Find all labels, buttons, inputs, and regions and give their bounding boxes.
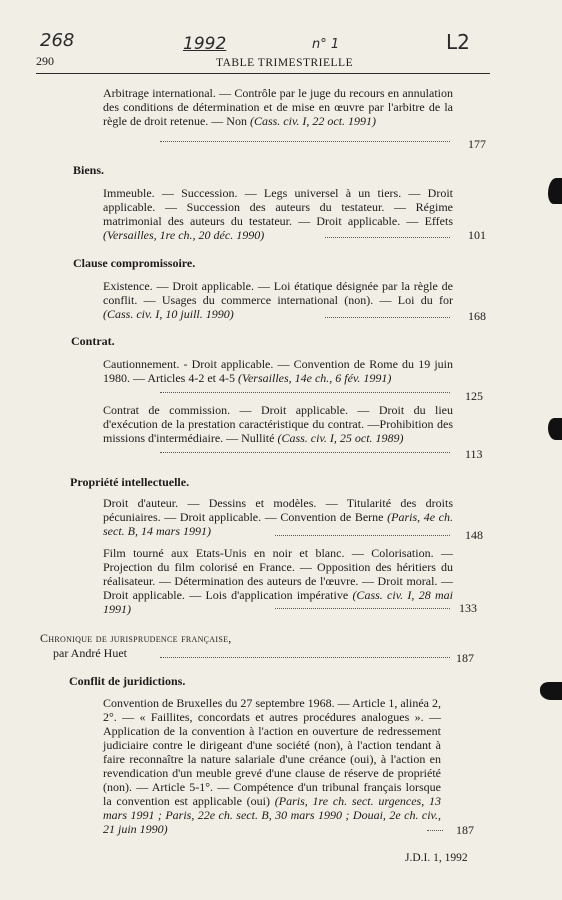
section-title: Conflit de juridictions.	[69, 674, 186, 688]
chronicle-author: par André Huet	[53, 646, 127, 660]
entry-reference: (Paris, 1re ch. sect. urgences, 13 mars 1991 ; Paris, 22e ch. sect. B, 30 mars 1990 ; Douai, 2e ch. civ., 21 juin 1990)	[103, 794, 441, 836]
entry-reference: (Cass. civ. I, 25 oct. 1989)	[277, 431, 404, 445]
entry-reference: (Cass. civ. I, 28 mai 1991)	[103, 588, 453, 616]
entry-reference: (Versailles, 14e ch., 6 fév. 1991)	[237, 371, 392, 385]
scan-blot	[540, 682, 562, 700]
entry-reference: (Cass. civ. I, 10 juill. 1990)	[103, 307, 234, 321]
index-entry	[103, 86, 453, 128]
dot-leader	[275, 525, 450, 536]
entry-text: Cautionnement. - Droit applicable. — Convention de Rome du 19 juin 1980. — Articles 4-2 et 4-5	[103, 357, 453, 385]
entry-page: 101	[468, 228, 486, 242]
section-title: Clause compromissoire.	[73, 256, 196, 270]
entry-text: Convention de Bruxelles du 27 septembre 1968. — Article 1, alinéa 2, 2°. — « Faillites, concordats et autres procédures analogues ». — Application de la convention à l'action en ouverture de redressement judiciaire contre le dirigeant d'une société (non), à l'action tendant à faire reconnaître la nature salariale d'une créance (oui), à l'action en revendication d'un meuble grevé d'une clause de réserve de propriété (non). — Article 5-1°. — Compétence d'un tribunal français lorsque la convention est applicable (oui)	[103, 696, 441, 808]
scan-blot	[548, 178, 562, 204]
entry-text: Droit d'auteur. — Dessins et modèles. — Titularité des droits pécuniaires. — Droit applicable. — Convention de Berne	[103, 496, 453, 524]
entry-page: 168	[468, 309, 486, 323]
entry-text: Immeuble. — Succession. — Legs universel à un tiers. — Droit applicable. — Succession des auteurs du testateur. — Régime matrimonial des auteurs du testateur. — Droit applicable. — Effets	[103, 186, 453, 228]
entry-text: Film tourné aux Etats-Unis en noir et blanc. — Colorisation. — Projection du film colorisé en France. — Opposition des héritiers du réalisateur. — Détermination des auteurs de l'œuvre. — Droit moral. — Droit applicable. — Lois d'application impérative	[103, 546, 453, 602]
dot-leader	[160, 131, 450, 142]
page-number: 290	[36, 54, 54, 68]
journal-reference: J.D.I. 1, 1992	[405, 852, 468, 864]
chronicle-title: Chronique de jurisprudence française,	[40, 631, 232, 645]
scan-blot	[548, 418, 562, 440]
dot-leader	[160, 647, 450, 658]
handwritten-code: L2	[446, 30, 470, 54]
index-entry	[103, 696, 441, 836]
handwritten-year: 1992	[183, 34, 227, 54]
entry-text: Contrat de commission. — Droit applicable. — Droit du lieu d'exécution de la prestation caractéristique du contrat. —Prohibition des missions d'intermédiaire. — Nullité	[103, 403, 453, 445]
running-title: TABLE TRIMESTRIELLE	[216, 57, 354, 69]
entry-text: Existence. — Droit applicable. — Loi étatique désignée par la règle de conflit. — Usages du commerce international (non). — Loi du for	[103, 279, 453, 307]
section-title: Contrat.	[71, 334, 115, 348]
dot-leader	[427, 820, 443, 831]
dot-leader	[160, 382, 450, 393]
dot-leader	[325, 307, 450, 318]
handwritten-number: 268	[40, 30, 75, 51]
entry-page: 187	[456, 823, 474, 837]
entry-reference: (Cass. civ. I, 22 oct. 1991)	[249, 114, 377, 128]
dot-leader	[160, 442, 450, 453]
entry-reference: (Versailles, 1re ch., 20 déc. 1990)	[103, 228, 265, 242]
index-entry	[103, 357, 453, 385]
header-rule	[36, 73, 490, 74]
entry-page: 177	[468, 137, 486, 151]
dot-leader	[325, 227, 450, 238]
entry-page: 133	[459, 601, 477, 615]
section-title: Biens.	[73, 163, 105, 177]
section-title: Propriété intellectuelle.	[70, 475, 190, 489]
entry-text: Arbitrage international. — Contrôle par le juge du recours en annulation des conditions de détermination et de mise en œuvre par l'arbitre de la règle de droit retenue. — Non	[103, 86, 453, 128]
dot-leader	[275, 598, 450, 609]
entry-page: 125	[465, 389, 483, 403]
entry-page: 148	[465, 528, 483, 542]
entry-page: 113	[465, 447, 483, 461]
entry-reference: (Paris, 4e ch. sect. B, 14 mars 1991)	[103, 510, 453, 538]
chronicle-page: 187	[456, 651, 474, 665]
handwritten-issue: n° 1	[312, 37, 340, 52]
index-entry	[103, 403, 453, 445]
